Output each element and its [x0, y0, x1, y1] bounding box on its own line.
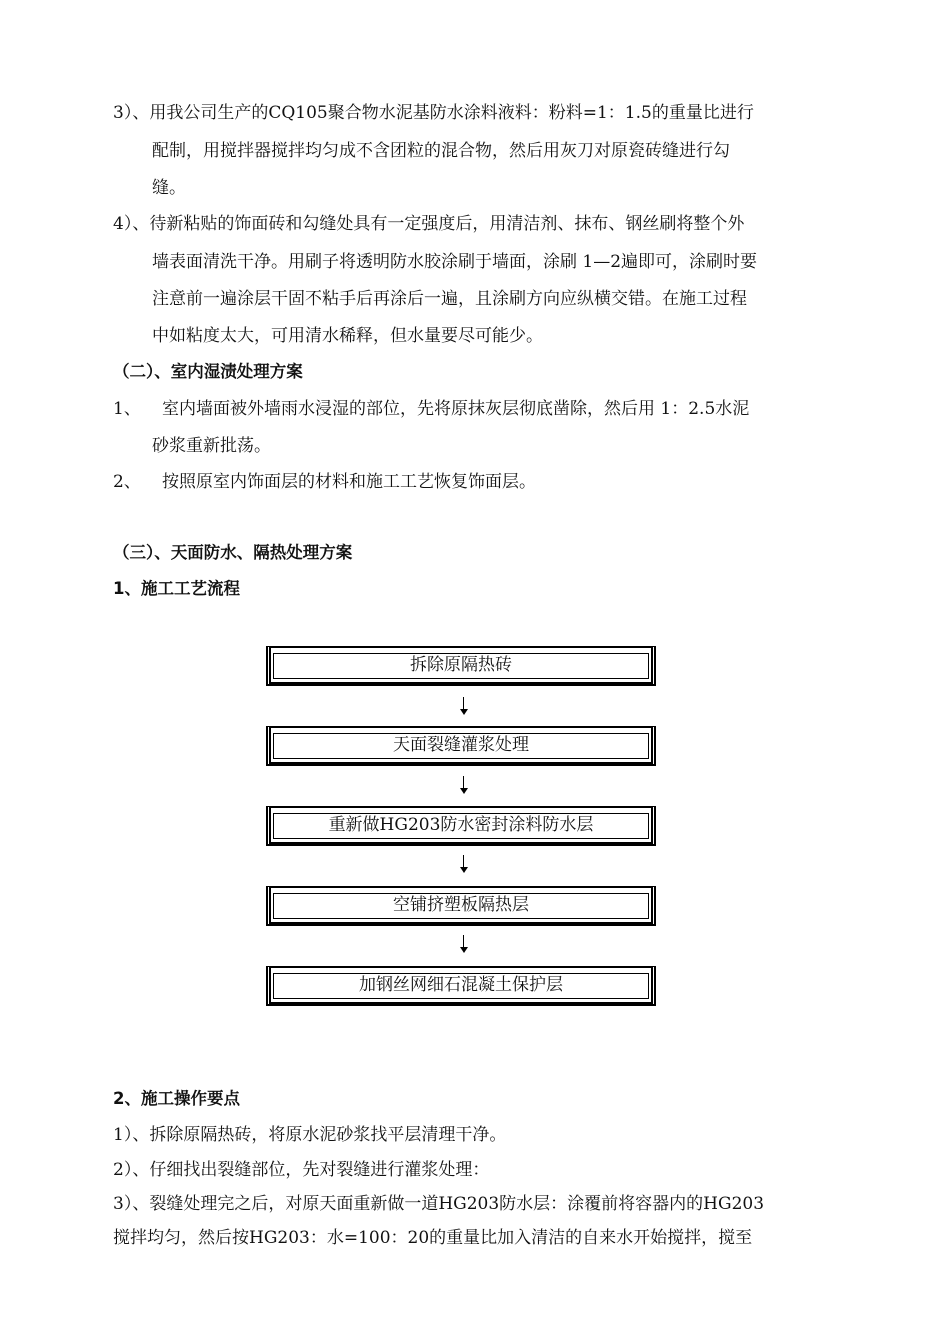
flow-step-box	[266, 886, 656, 926]
flow-step-box	[266, 806, 656, 846]
item-text-line: 待新粘贴的饰面砖和勾缝处具有一定强度后，用清洁剂、抹布、钢丝刷将整个外	[149, 214, 745, 234]
flow-step-label: 空铺挤塑板隔热层	[393, 895, 529, 915]
item-number: 1、	[113, 399, 141, 419]
down-arrow-icon	[459, 697, 469, 717]
subsection-heading: 1、施工工艺流程	[113, 579, 240, 598]
down-arrow-icon	[459, 776, 469, 796]
item-number: 2、	[113, 472, 141, 492]
down-arrow-icon	[459, 855, 469, 875]
item-text-line: 砂浆重新批荡。	[152, 436, 271, 456]
item-number: 4）、	[113, 214, 150, 234]
flow-step-box	[266, 726, 656, 766]
item-text-line: 墙表面清洗干净。用刷子将透明防水胶涂刷于墙面，涂刷 1—2遍即可，涂刷时要	[152, 252, 758, 272]
flow-step-label: 天面裂缝灌浆处理	[393, 735, 529, 755]
section-heading: （三）、天面防水、隔热处理方案	[113, 543, 353, 562]
flow-step-label: 拆除原隔热砖	[410, 655, 512, 675]
item-text-line: 用我公司生产的CQ105聚合物水泥基防水涂料液料：粉料=1：1.5的重量比进行	[149, 103, 754, 123]
flow-step-box	[266, 966, 656, 1006]
item-number: 3）、	[113, 103, 150, 123]
item-text-line: 搅拌均匀，然后按HG203：水=100：20的重量比加入清洁的自来水开始搅拌，搅至	[113, 1228, 753, 1248]
item-text-line: 按照原室内饰面层的材料和施工工艺恢复饰面层。	[162, 472, 536, 492]
item-text-line: 中如粘度太大，可用清水稀释，但水量要尽可能少。	[152, 326, 543, 346]
flow-step-label: 加钢丝网细石混凝土保护层	[359, 975, 563, 995]
section-heading: （二）、室内湿渍处理方案	[113, 362, 303, 381]
list-item: 2）、仔细找出裂缝部位，先对裂缝进行灌浆处理：	[113, 1160, 490, 1180]
item-text-line: 室内墙面被外墙雨水浸湿的部位，先将原抹灰层彻底凿除，然后用 1：2.5水泥	[162, 399, 750, 419]
item-text-line: 缝。	[152, 178, 186, 198]
item-text-line: 配制，用搅拌器搅拌均匀成不含团粒的混合物，然后用灰刀对原瓷砖缝进行勾	[152, 141, 730, 161]
flow-step-label: 重新做HG203防水密封涂料防水层	[328, 815, 594, 835]
list-item	[113, 472, 536, 492]
list-item	[113, 399, 749, 419]
list-item	[113, 214, 744, 234]
subsection-heading: 2、施工操作要点	[113, 1089, 240, 1108]
flow-step-box	[266, 646, 656, 686]
list-item	[113, 103, 754, 123]
down-arrow-icon	[459, 935, 469, 955]
item-text-line: 注意前一遍涂层干固不粘手后再涂后一遍，且涂刷方向应纵横交错。在施工过程	[152, 289, 747, 309]
list-item: 3）、裂缝处理完之后，对原天面重新做一道HG203防水层：涂覆前将容器内的HG203	[113, 1194, 765, 1214]
list-item: 1）、拆除原隔热砖，将原水泥砂浆找平层清理干净。	[113, 1125, 507, 1145]
